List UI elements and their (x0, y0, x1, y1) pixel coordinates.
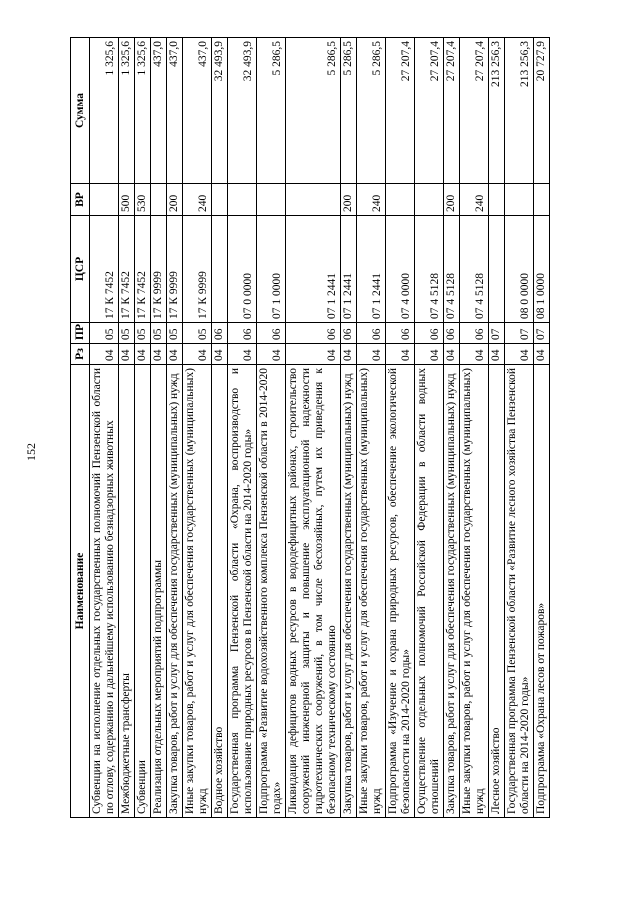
table-row (460, 38, 489, 818)
cell-csr: 17 К 7452 (90, 216, 119, 323)
cell-vr (90, 184, 119, 216)
header-vr: ВР (71, 184, 90, 216)
cell-vr: 240 (460, 184, 489, 216)
header-csr: ЦСР (71, 216, 90, 323)
cell-rz: 04 (228, 344, 257, 365)
cell-vr (286, 184, 341, 216)
cell-vr: 240 (183, 184, 212, 216)
header-rz: Рз (71, 344, 90, 365)
cell-pr: 06 (415, 323, 444, 344)
cell-csr (489, 216, 505, 323)
cell-name: Закупка товаров, работ и услуг для обеспечения государственных (муниципальных) нужд (444, 365, 460, 818)
cell-vr (228, 184, 257, 216)
cell-csr: 07 0 0000 (228, 216, 257, 323)
cell-csr: 07 1 2441 (286, 216, 341, 323)
cell-vr: 200 (167, 184, 183, 216)
cell-sum: 27 207,4 (386, 38, 415, 184)
cell-pr: 07 (534, 323, 550, 344)
cell-vr: 200 (341, 184, 357, 216)
table-row (534, 38, 550, 818)
cell-name: Осуществление отдельных полномочий Российской Федерации в области водных отношений (415, 365, 444, 818)
rotated-page-content (70, 38, 555, 818)
cell-sum: 32 493,9 (212, 38, 228, 184)
cell-rz: 04 (489, 344, 505, 365)
table-row (444, 38, 460, 818)
table-row (489, 38, 505, 818)
cell-rz: 04 (212, 344, 228, 365)
cell-rz: 04 (90, 344, 119, 365)
cell-sum: 213 256,3 (489, 38, 505, 184)
cell-csr: 17 К 9999 (167, 216, 183, 323)
table-row (119, 38, 135, 818)
cell-rz: 04 (534, 344, 550, 365)
cell-name: Подпрограмма «Охрана лесов от пожаров» (534, 365, 550, 818)
cell-csr: 07 4 5128 (415, 216, 444, 323)
cell-sum: 5 286,5 (341, 38, 357, 184)
cell-vr (386, 184, 415, 216)
cell-name: Ликвидация дефицитов водных ресурсов в вододефицитных районах, строительство сооружений инженерной защиты и повышение эксплуатационной надежности гидротехнических сооружений, в том числе бесхозяйных, путем их приведения к безопасному техническому состоянию (286, 365, 341, 818)
cell-rz: 04 (357, 344, 386, 365)
table-row (415, 38, 444, 818)
cell-sum: 437,0 (183, 38, 212, 184)
cell-sum: 1 325,6 (119, 38, 135, 184)
cell-vr (534, 184, 550, 216)
cell-name: Государственная программа Пензенской области «Охрана, воспроизводство и использование природных ресурсов в Пензенской области на 2014-2020 годы» (228, 365, 257, 818)
cell-rz: 04 (341, 344, 357, 365)
cell-sum: 437,0 (167, 38, 183, 184)
cell-name: Государственная программа Пензенской области «Развитие лесного хозяйства Пензенской области на 2014-2020 годы» (505, 365, 534, 818)
table-row (151, 38, 167, 818)
cell-rz: 04 (415, 344, 444, 365)
cell-rz: 04 (386, 344, 415, 365)
cell-rz: 04 (505, 344, 534, 365)
cell-vr: 530 (135, 184, 151, 216)
cell-rz: 04 (135, 344, 151, 365)
cell-pr: 05 (151, 323, 167, 344)
cell-pr: 06 (357, 323, 386, 344)
budget-table (70, 37, 550, 818)
cell-csr: 07 1 2441 (341, 216, 357, 323)
cell-vr (489, 184, 505, 216)
cell-pr: 06 (257, 323, 286, 344)
cell-vr (212, 184, 228, 216)
cell-sum: 27 207,4 (460, 38, 489, 184)
table-row (228, 38, 257, 818)
cell-rz: 04 (151, 344, 167, 365)
cell-sum: 437,0 (151, 38, 167, 184)
cell-vr (257, 184, 286, 216)
cell-name: Подпрограмма «Изучение и охрана природных ресурсов, обеспечение экологической безопасности на 2014-2020 годы» (386, 365, 415, 818)
cell-name: Подпрограмма «Развитие водохозяйственного комплекса Пензенской области в 2014-2020 годах» (257, 365, 286, 818)
cell-pr: 06 (460, 323, 489, 344)
cell-csr: 17 К 9999 (183, 216, 212, 323)
cell-pr: 05 (135, 323, 151, 344)
cell-sum: 27 207,4 (444, 38, 460, 184)
cell-pr: 06 (212, 323, 228, 344)
cell-csr: 17 К 7452 (119, 216, 135, 323)
cell-vr (505, 184, 534, 216)
cell-csr: 08 1 0000 (534, 216, 550, 323)
cell-sum: 1 325,6 (90, 38, 119, 184)
table-header-row (71, 38, 90, 818)
cell-sum: 5 286,5 (257, 38, 286, 184)
cell-name: Субвенции (135, 365, 151, 818)
table-row (341, 38, 357, 818)
cell-vr (151, 184, 167, 216)
table-row (286, 38, 341, 818)
cell-csr: 07 4 0000 (386, 216, 415, 323)
cell-name: Закупка товаров, работ и услуг для обеспечения государственных (муниципальных) нужд (341, 365, 357, 818)
table-row (183, 38, 212, 818)
cell-pr: 06 (228, 323, 257, 344)
cell-sum: 20 727,9 (534, 38, 550, 184)
cell-name: Иные закупки товаров, работ и услуг для обеспечения государственных (муниципальных) нужд (183, 365, 212, 818)
cell-csr: 07 4 5128 (444, 216, 460, 323)
cell-rz: 04 (119, 344, 135, 365)
cell-sum: 27 207,4 (415, 38, 444, 184)
cell-name: Межбюджетные трансферты (119, 365, 135, 818)
cell-pr: 06 (386, 323, 415, 344)
cell-pr: 06 (444, 323, 460, 344)
cell-vr (415, 184, 444, 216)
cell-pr: 05 (183, 323, 212, 344)
cell-rz: 04 (286, 344, 341, 365)
page-number: 152 (24, 443, 38, 461)
table-row (505, 38, 534, 818)
cell-name: Закупка товаров, работ и услуг для обеспечения государственных (муниципальных) нужд (167, 365, 183, 818)
cell-vr: 500 (119, 184, 135, 216)
cell-rz: 04 (444, 344, 460, 365)
cell-name: Реализация отдельных мероприятий подпрограммы (151, 365, 167, 818)
cell-vr: 200 (444, 184, 460, 216)
cell-csr: 17 К 7452 (135, 216, 151, 323)
header-sum: Сумма (71, 38, 90, 184)
table-row (386, 38, 415, 818)
cell-pr: 05 (167, 323, 183, 344)
table-row (212, 38, 228, 818)
table-row (135, 38, 151, 818)
cell-vr: 240 (357, 184, 386, 216)
cell-sum: 32 493,9 (228, 38, 257, 184)
cell-csr: 08 0 0000 (505, 216, 534, 323)
cell-pr: 06 (286, 323, 341, 344)
table-row (90, 38, 119, 818)
cell-csr: 17 К 9999 (151, 216, 167, 323)
cell-sum: 5 286,5 (286, 38, 341, 184)
cell-rz: 04 (167, 344, 183, 365)
cell-pr: 07 (489, 323, 505, 344)
cell-csr: 07 4 5128 (460, 216, 489, 323)
cell-rz: 04 (257, 344, 286, 365)
table-row (167, 38, 183, 818)
cell-name: Иные закупки товаров, работ и услуг для обеспечения государственных (муниципальных) нужд (460, 365, 489, 818)
cell-name: Водное хозяйство (212, 365, 228, 818)
table-row (257, 38, 286, 818)
header-name: Наименование (71, 365, 90, 818)
table-row (357, 38, 386, 818)
cell-csr (212, 216, 228, 323)
cell-sum: 5 286,5 (357, 38, 386, 184)
cell-sum: 1 325,6 (135, 38, 151, 184)
cell-sum: 213 256,3 (505, 38, 534, 184)
cell-name: Иные закупки товаров, работ и услуг для обеспечения государственных (муниципальных) нужд (357, 365, 386, 818)
cell-rz: 04 (460, 344, 489, 365)
cell-rz: 04 (183, 344, 212, 365)
cell-pr: 07 (505, 323, 534, 344)
cell-csr: 07 1 0000 (257, 216, 286, 323)
cell-pr: 06 (341, 323, 357, 344)
cell-pr: 05 (119, 323, 135, 344)
cell-name: Субвенции на исполнение отдельных государственных полномочий Пензенской области по отлову, содержанию и дальнейшему использованию безнадзорных животных (90, 365, 119, 818)
cell-name: Лесное хозяйство (489, 365, 505, 818)
cell-csr: 07 1 2441 (357, 216, 386, 323)
cell-pr: 05 (90, 323, 119, 344)
header-pr: ПР (71, 323, 90, 344)
